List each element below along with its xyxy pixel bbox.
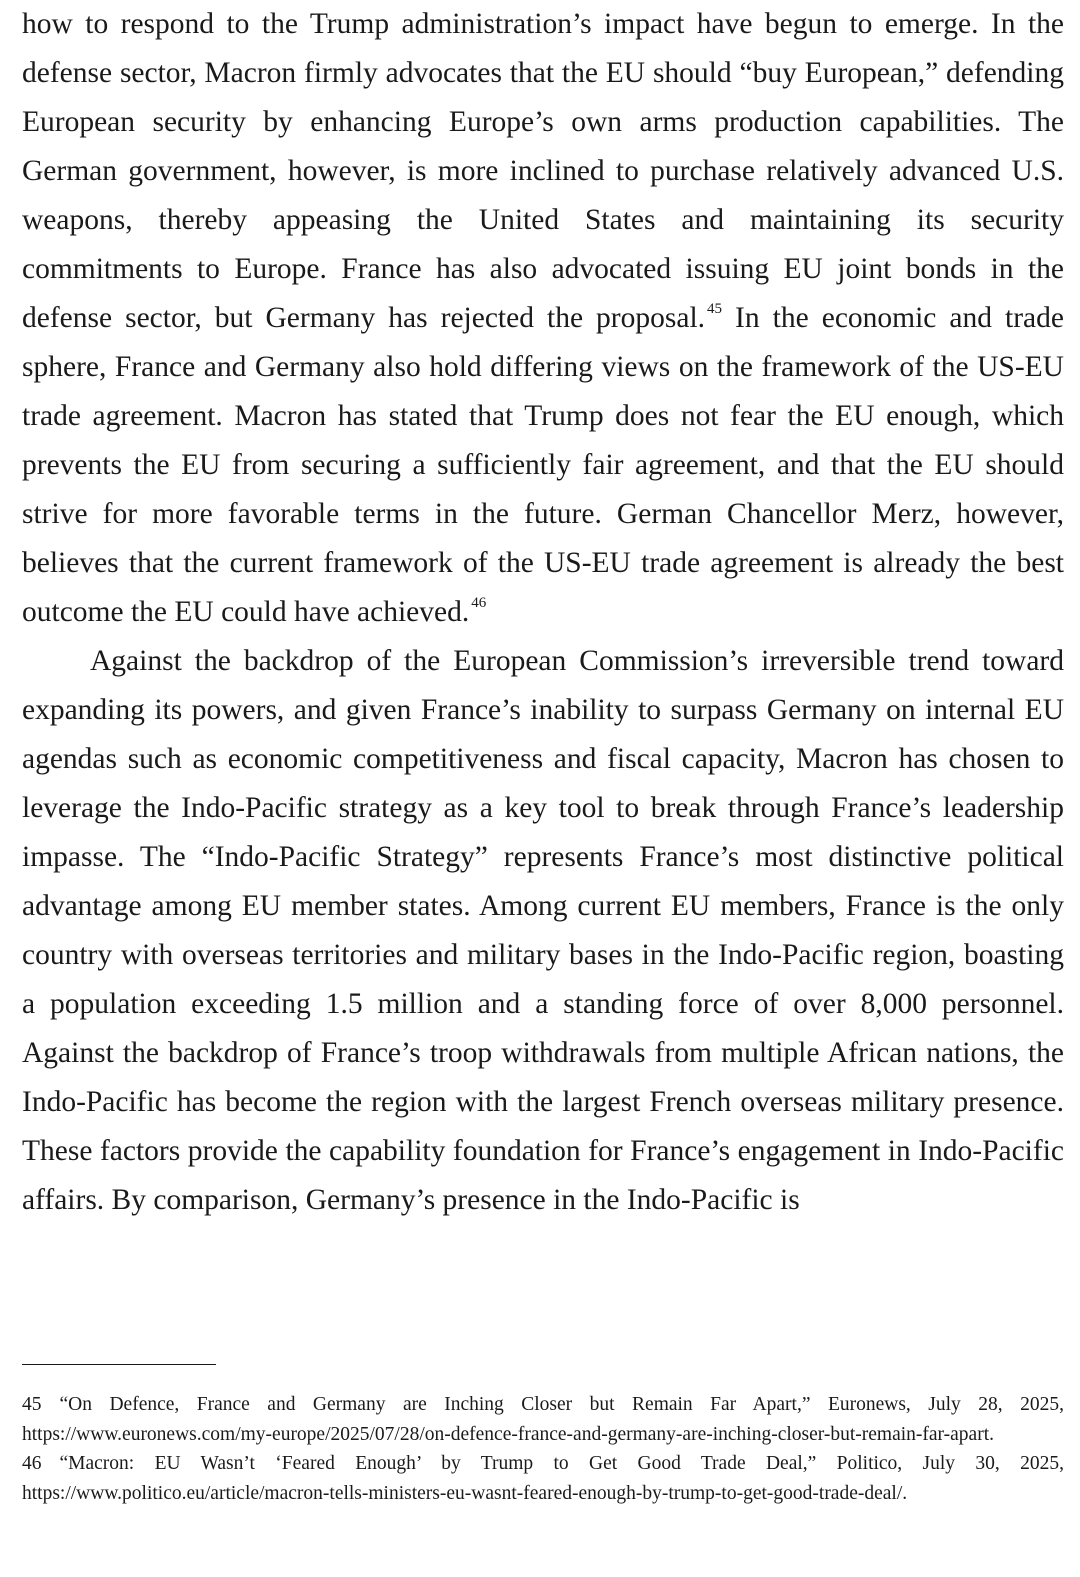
footnote-number: 45 xyxy=(22,1394,42,1415)
paragraph-1 xyxy=(22,0,1064,637)
paragraph-1-text-a: how to respond to the Trump administration’s impact have begun to emerge. In the defense sector, Macron firmly advocates that the EU should “buy European,” defending European security by enhancing Europe’s own arms production capabilities. The German government, however, is more inclined to purchase relatively advanced U.S. weapons, thereby appeasing the United States and maintaining its security commitments to Europe. France has also advocated issuing EU joint bonds in the defense sector, but Germany has rejected the proposal. xyxy=(22,8,1064,334)
main-text xyxy=(22,0,1064,1225)
footnotes xyxy=(22,1390,1064,1508)
footnote-divider xyxy=(22,1364,216,1365)
paragraph-1-text-b: In the economic and trade sphere, France and Germany also hold differing views on the framework of the US-EU trade agreement. Macron has stated that Trump does not fear the EU enough, which prevents the EU from securing a sufficiently fair agreement, and that the EU should strive for more favorable terms in the future. German Chancellor Merz, however, believes that the current framework of the US-EU trade agreement is already the best outcome the EU could have achieved. xyxy=(22,302,1064,628)
paragraph-2 xyxy=(22,637,1064,1225)
paragraph-2-text: Against the backdrop of the European Commission’s irreversible trend toward expanding its powers, and given France’s inability to surpass Germany on internal EU agendas such as economic competitiveness and fiscal capacity, Macron has chosen to leverage the Indo-Pacific strategy as a key tool to break through France’s leadership impasse. The “Indo-Pacific Strategy” represents France’s most distinctive political advantage among EU member states. Among current EU members, France is the only country with overseas territories and military bases in the Indo-Pacific region, boasting a population exceeding 1.5 million and a standing force of over 8,000 personnel. Against the backdrop of France’s troop withdrawals from multiple African nations, the Indo-Pacific has become the region with the largest French overseas military presence. These factors provide the capability foundation for France’s engagement in Indo-Pacific affairs. By comparison, Germany’s presence in the Indo-Pacific is xyxy=(22,645,1064,1216)
footnote-text: “On Defence, France and Germany are Inching Closer but Remain Far Apart,” Euronews, July 28, 2025, https://www.euronews.com/my-europe/2025/07/28/on-defence-france-and-germany-are-inching-closer-but-remain-far-apart. xyxy=(22,1394,1064,1445)
footnote-46 xyxy=(22,1449,1064,1508)
footnote-ref-46[interactable]: 46 xyxy=(471,595,487,611)
footnote-ref-45[interactable]: 45 xyxy=(707,301,723,317)
footnote-45 xyxy=(22,1390,1064,1449)
footnote-number: 46 xyxy=(22,1453,42,1474)
page-body xyxy=(22,0,1064,1225)
footnote-text: “Macron: EU Wasn’t ‘Feared Enough’ by Trump to Get Good Trade Deal,” Politico, July 30, 2025, https://www.politico.eu/article/macron-tells-ministers-eu-wasnt-feared-enough-by-trump-to-get-good-trade-deal/. xyxy=(22,1453,1064,1504)
